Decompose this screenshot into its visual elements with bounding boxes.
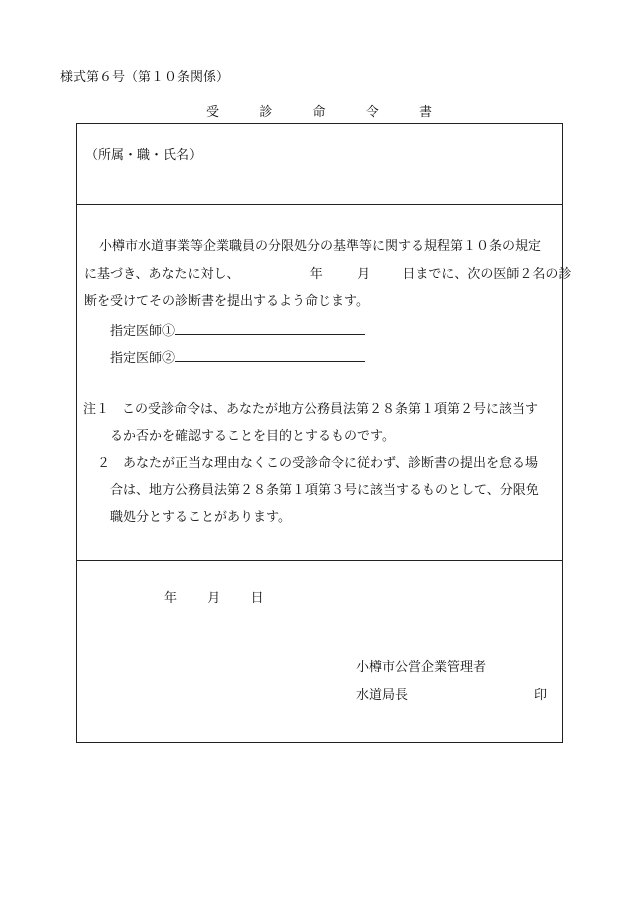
note-line: ２ あなたが正当な理由なくこの受診命令に従わず、診断書の提出を怠る場 — [97, 456, 538, 471]
issue-day-label: 日 — [250, 591, 264, 606]
note-line: 注１ この受診命令は、あなたが地方公務員法第２８条第１項第２号に該当す — [83, 402, 539, 417]
paragraph-text: に基づき、あなたに対し、 — [84, 267, 240, 282]
form-number: 様式第６号（第１０条関係） — [60, 70, 230, 85]
issue-month-label: 月 — [207, 591, 221, 606]
issue-date — [164, 591, 264, 607]
issuer-title: 水道局長 — [356, 688, 409, 703]
title-char: 受 — [206, 105, 220, 120]
doctor-1-label: 指定医師① — [110, 324, 176, 339]
doctor-1-row — [110, 321, 365, 340]
affiliation-label: （所属・職・氏名） — [85, 148, 203, 163]
seal-mark: 印 — [534, 688, 548, 703]
note-line: るか否かを確認することを目的とするものです。 — [110, 429, 395, 444]
title-char: 診 — [259, 105, 273, 120]
note-line: 職処分とすることがあります。 — [110, 510, 291, 525]
recipient-section — [77, 124, 562, 205]
issuer-section — [77, 561, 562, 742]
form-frame — [76, 123, 572, 743]
deadline-month-label: 月 — [357, 267, 371, 282]
doctor-1-blank — [175, 321, 365, 335]
title-char: 書 — [418, 105, 432, 120]
doctor-2-row — [110, 348, 365, 367]
note-line: 合は、地方公務員法第２８条第１項第３号に該当するものとして、分限免 — [110, 483, 539, 498]
document-title — [206, 101, 432, 120]
paragraph-line — [84, 267, 571, 283]
title-char: 令 — [365, 105, 379, 120]
order-body-section — [77, 205, 572, 561]
deadline-year-label: 年 — [309, 267, 323, 282]
paragraph-line: 断を受けてその診断書を提出するよう命じます。 — [84, 294, 369, 309]
paragraph-line: 小樽市水道事業等企業職員の分限処分の基準等に関する規程第１０条の規定 — [99, 239, 542, 254]
doctor-2-blank — [175, 348, 365, 362]
issuer-organization: 小樽市公営企業管理者 — [356, 660, 487, 675]
title-char: 命 — [312, 105, 326, 120]
issue-year-label: 年 — [164, 591, 178, 606]
doctor-2-label: 指定医師② — [110, 351, 176, 366]
paragraph-text: 日までに、次の医師２名の診 — [402, 267, 572, 282]
